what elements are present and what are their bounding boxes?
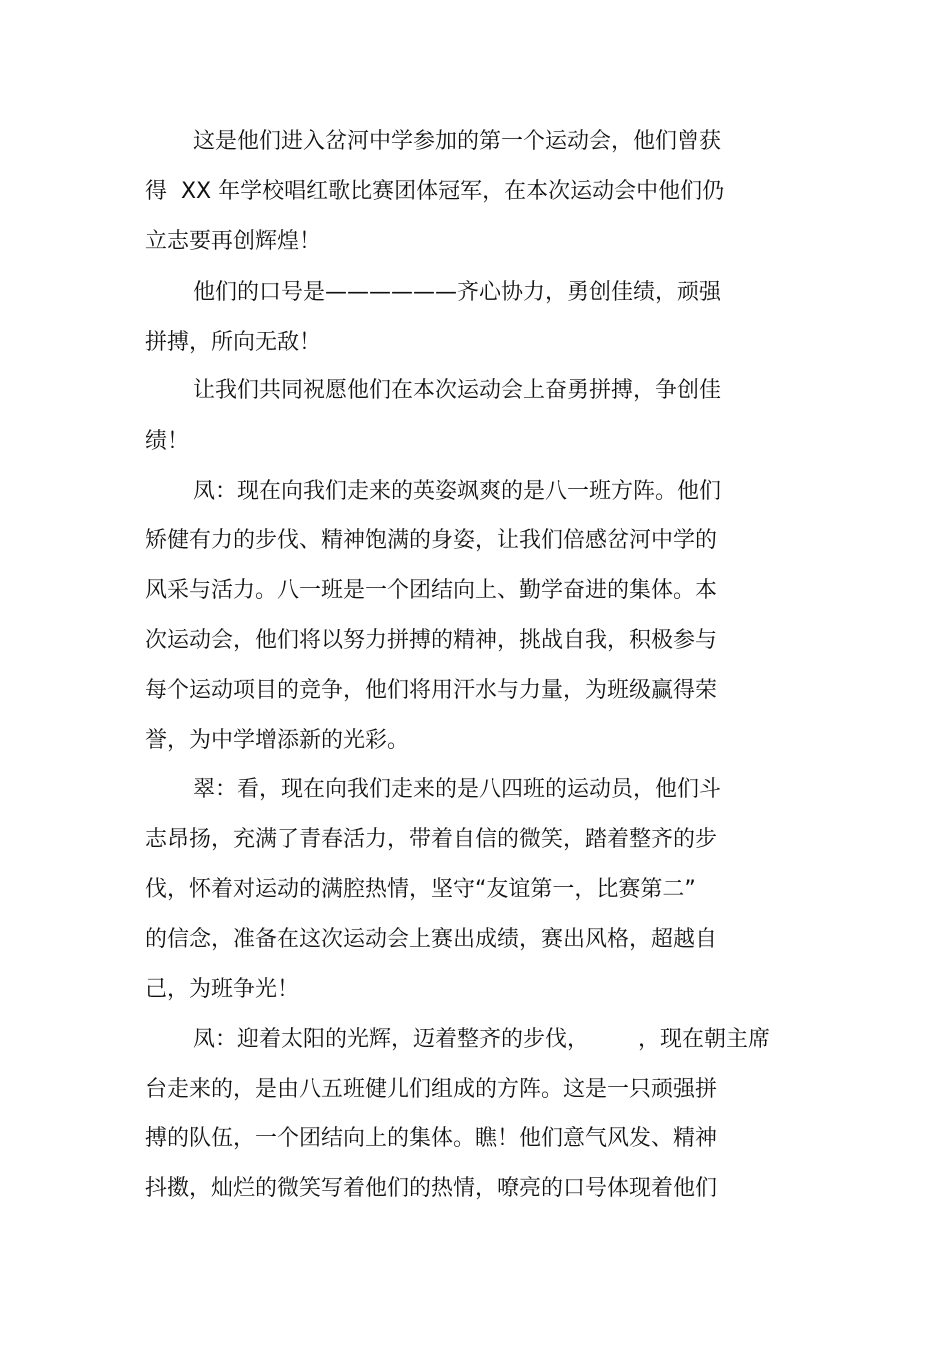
paragraph-line: 拼搏，所向无敌！ <box>145 330 322 355</box>
paragraph-line: 矫健有力的步伐、精神饱满的身姿，让我们倍感岔河中学的 <box>145 528 718 553</box>
paragraph-line: 抖擞，灿烂的微笑写着他们的热情，嘹亮的口号体现着他们 <box>145 1176 718 1201</box>
paragraph-line: 风采与活力。八一班是一个团结向上、勤学奋进的集体。本 <box>145 578 718 603</box>
paragraph-line: 誉，为中学增添新的光彩。 <box>145 728 410 753</box>
paragraph-line: 志昂扬，充满了青春活力，带着自信的微笑，踏着整齐的步 <box>145 827 718 852</box>
paragraph-line: 凤：迎着太阳的光辉，迈着整齐的步伐， ，现在朝主席 <box>193 1027 770 1052</box>
paragraph-line: 台走来的，是由八五班健儿们组成的方阵。这是一只顽强拼 <box>145 1077 718 1102</box>
paragraph-line: 他们的口号是——————齐心协力，勇创佳绩，顽强 <box>193 280 722 305</box>
paragraph-line: 伐，怀着对运动的满腔热情，坚守“友谊第一，比赛第二” <box>145 877 696 902</box>
paragraph-line: 的信念，准备在这次运动会上赛出成绩，赛出风格，超越自 <box>145 927 718 952</box>
paragraph-line: 翠：看，现在向我们走来的是八四班的运动员，他们斗 <box>193 777 722 802</box>
paragraph-line: 每个运动项目的竞争，他们将用汗水与力量，为班级赢得荣 <box>145 678 718 703</box>
paragraph-line: 让我们共同祝愿他们在本次运动会上奋勇拼搏，争创佳 <box>193 378 722 403</box>
paragraph-line: 搏的队伍，一个团结向上的集体。瞧！他们意气风发、精神 <box>145 1126 718 1151</box>
paragraph-line: 这是他们进入岔河中学参加的第一个运动会，他们曾获 <box>193 129 722 154</box>
paragraph-line: 次运动会，他们将以努力拼搏的精神，挑战自我，积极参与 <box>145 628 718 653</box>
paragraph-line: 立志要再创辉煌！ <box>145 229 322 254</box>
paragraph-line: 己，为班争光！ <box>145 977 300 1002</box>
paragraph-line: 绩！ <box>145 429 190 454</box>
paragraph-line: 得 XX 年学校唱红歌比赛团体冠军，在本次运动会中他们仍 <box>145 179 725 204</box>
paragraph-line: 凤：现在向我们走来的英姿飒爽的是八一班方阵。他们 <box>193 479 722 504</box>
